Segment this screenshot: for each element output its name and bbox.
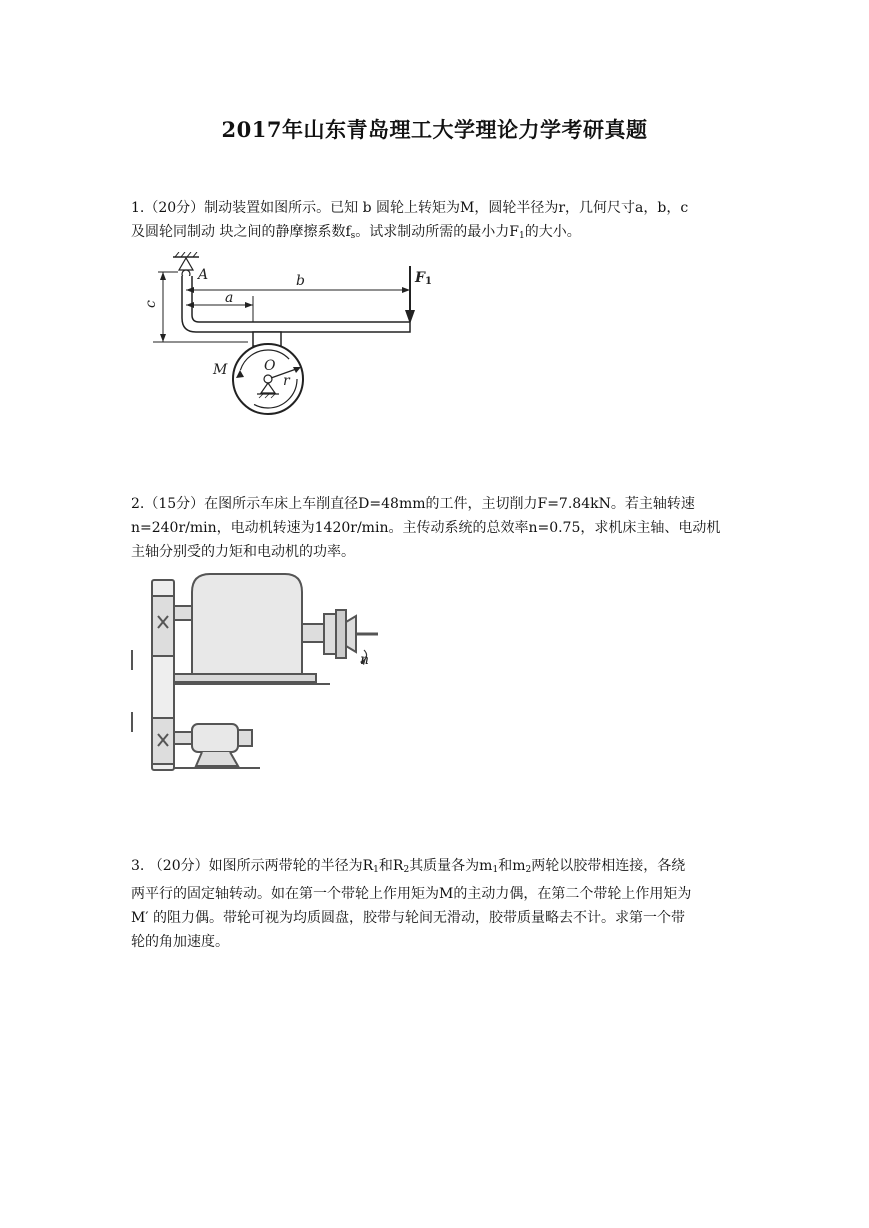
- lathe-figure: [130, 566, 390, 782]
- label-n: n: [360, 652, 370, 668]
- q1-line-2: 及圆轮同制动 块之间的静摩擦系数$f_s$。试求制动所需的最小力$F_1$的大小。: [131, 224, 581, 241]
- q2-line-2: n=240r/min，电动机转速为1420r/min。主传动系统的总效率n=0.75，求机床主轴、电动机: [131, 520, 721, 536]
- brake-device-figure: [133, 252, 443, 422]
- label-O: O: [264, 358, 276, 374]
- question-1-text: [131, 196, 741, 248]
- q3-line-3: M′ 的阻力偶。带轮可视为均质圆盘，胶带与轮间无滑动，胶带质量略去不计。求第一个带: [131, 910, 685, 926]
- question-2-text: [131, 492, 741, 564]
- page-title: 2017年山东青岛理工大学理论力学考研真题: [221, 117, 648, 142]
- label-c: c: [143, 300, 159, 308]
- q2-line-3: 主轴分别受的力矩和电动机的功率。: [131, 544, 355, 560]
- q3-line-4: 轮的角加速度。: [131, 934, 229, 950]
- question-3-text: [131, 854, 741, 954]
- label-b: b: [296, 273, 305, 289]
- q1-line-1: 1.（20分）制动装置如图所示。已知 b 圆轮上转矩为M，圆轮半径为r，几何尺寸a，b，c: [131, 200, 689, 216]
- label-a: a: [225, 290, 234, 306]
- q2-line-1: 2.（15分）在图所示车床上车削直径D=48mm的工件，主切削力F=7.84kN。若主轴转速: [131, 496, 695, 512]
- label-A: A: [198, 267, 209, 283]
- q3-line-2: 两平行的固定轴转动。如在第一个带轮上作用矩为M的主动力偶，在第二个带轮上作用矩为: [131, 886, 692, 902]
- label-F: F1: [415, 270, 432, 287]
- q3-line-1: 3. （20分）如图所示两带轮的半径为$R_1$和$R_2$其质量各为$m_1$和$m_2$两轮以胶带相连接，各绕: [131, 858, 686, 875]
- label-M: M: [213, 362, 228, 378]
- label-r: r: [283, 373, 290, 389]
